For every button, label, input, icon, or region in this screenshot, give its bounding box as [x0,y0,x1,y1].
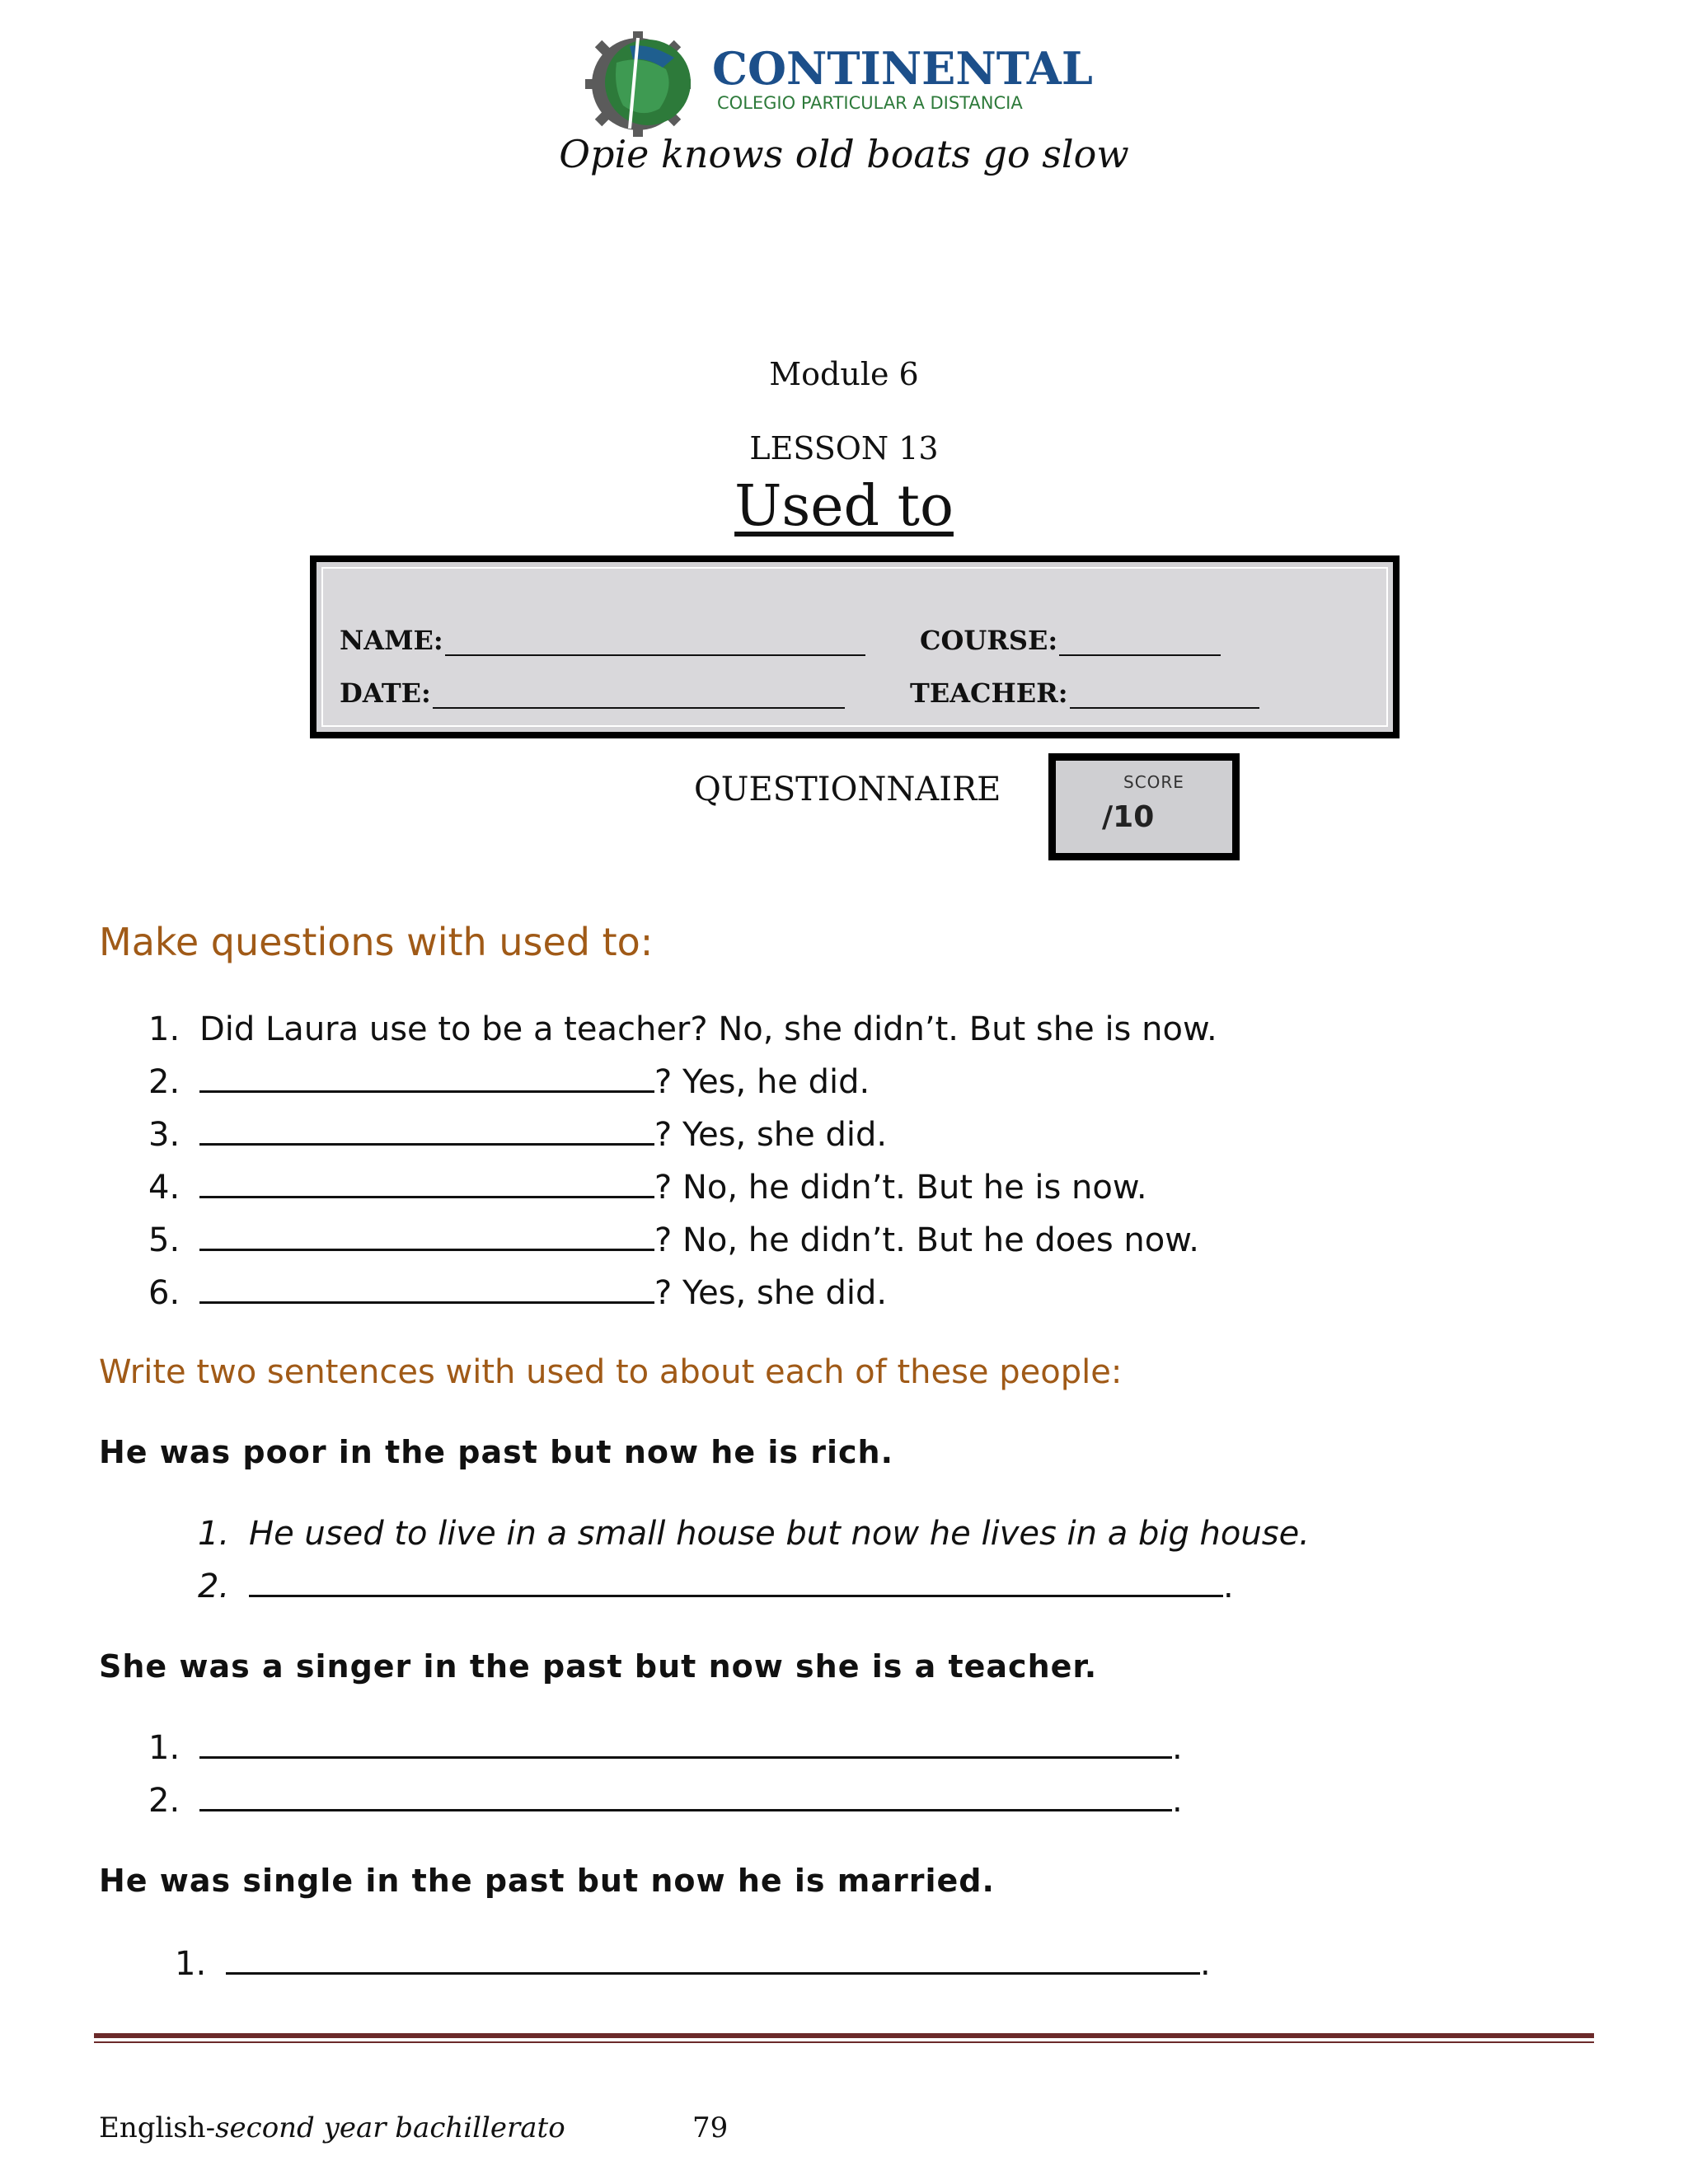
teacher-field[interactable] [910,677,1259,709]
score-box [1048,753,1240,860]
item-number: 1. [175,1945,207,1983]
answer-blank[interactable] [199,1755,1172,1759]
page-title: Used to [734,474,954,539]
item-number: 1. [198,1515,230,1553]
list-item: . [226,1945,1211,1983]
prompt-sentence: She was a singer in the past but now she is a teacher. [99,1648,1098,1685]
footer-subject-italic: second year bachillerato [215,2111,565,2144]
list-item [199,1063,870,1101]
item-number: 6. [148,1274,181,1312]
example-sentence: He used to live in a small house but now he lives in a big house. [249,1515,1310,1553]
course-label: COURSE: [920,625,1058,656]
footer-subject-prefix: English- [99,2111,216,2144]
teacher-label: TEACHER: [910,677,1068,709]
list-item [199,1010,1217,1048]
item-number: 2. [148,1782,181,1820]
answer-text: ? No, he didn’t. But he does now. [654,1221,1199,1259]
list-item: . [199,1782,1183,1820]
logo-name: CONTINENTAL [712,42,1093,95]
answer-text: ? No, he didn’t. But he is now. [654,1169,1147,1207]
prompt-sentence: He was poor in the past but now he is rich. [99,1434,894,1470]
footer-divider-thin [94,2041,1594,2043]
answer-blank[interactable] [199,1301,654,1304]
list-item: . [249,1568,1234,1605]
answer-blank[interactable] [199,1248,654,1251]
logo-subtitle: COLEGIO PARTICULAR A DISTANCIA [717,93,1023,113]
list-item [199,1116,887,1154]
item-number: 2. [198,1568,230,1605]
prompt-sentence: He was single in the past but now he is married. [99,1863,995,1899]
item-number: 2. [148,1063,181,1101]
name-field[interactable] [340,625,865,656]
student-info-box [310,555,1400,738]
questionnaire-label: QUESTIONNAIRE [694,771,1001,808]
section2-title: Write two sentences with used to about each of these people: [99,1353,1123,1391]
globe-gear-icon [584,30,1093,137]
answer-blank[interactable] [199,1142,654,1146]
footer-divider [94,2033,1594,2038]
item-number: 3. [148,1116,181,1154]
course-field[interactable] [920,625,1221,656]
answer-blank[interactable] [249,1594,1223,1597]
page-number: 79 [692,2111,729,2144]
item-number: 5. [148,1221,181,1259]
school-logo [584,30,1093,137]
answer-blank[interactable] [226,1971,1200,1975]
item-number: 1. [148,1729,181,1767]
list-item: . [199,1729,1183,1767]
list-item [199,1274,887,1312]
list-item [199,1221,1199,1259]
answer-blank[interactable] [199,1090,654,1093]
lesson-label: LESSON 13 [749,430,939,466]
motto: Opie knows old boats go slow [559,132,1129,176]
section1-title: Make questions with used to: [99,920,654,964]
answer-text: ? Yes, he did. [654,1063,870,1101]
answer-text: ? Yes, she did. [654,1116,888,1154]
answer-text: No, she didn’t. But she is now. [707,1010,1217,1048]
footer-subject [99,2111,565,2144]
name-label: NAME: [340,625,443,656]
answer-text: ? Yes, she did. [654,1274,888,1312]
module-label: Module 6 [769,356,919,392]
list-item [199,1169,1147,1207]
item-number: 4. [148,1169,181,1207]
date-field[interactable] [340,677,845,709]
answer-blank[interactable] [199,1808,1172,1811]
date-label: DATE: [340,677,431,709]
score-label: SCORE [1123,772,1184,792]
score-value: /10 [1102,800,1155,834]
example-question: Did Laura use to be a teacher? [199,1010,708,1048]
answer-blank[interactable] [199,1195,654,1198]
item-number: 1. [148,1010,181,1048]
